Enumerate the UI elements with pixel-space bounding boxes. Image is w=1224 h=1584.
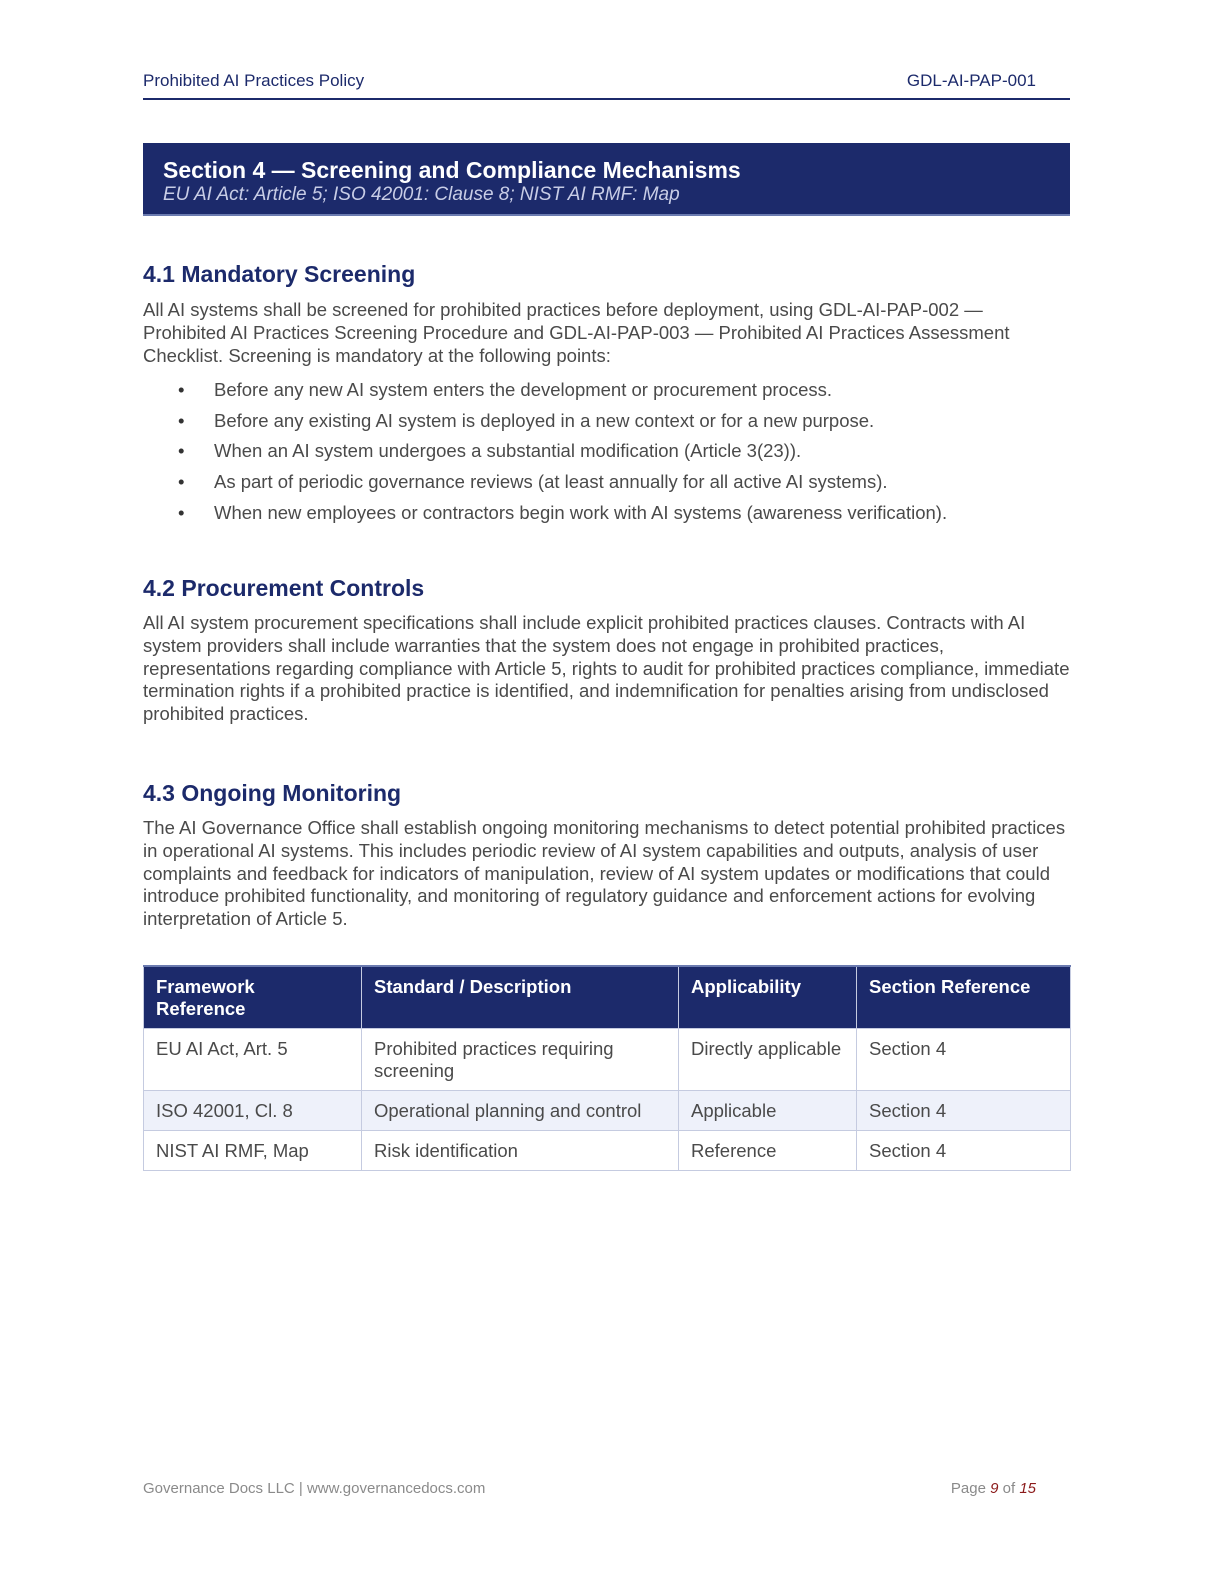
- bullet-icon: •: [178, 501, 185, 523]
- column-header-standard-description: Standard / Description: [362, 966, 679, 1029]
- list-item: • When new employees or contractors begin work with AI systems (awareness verification).: [178, 501, 948, 523]
- list-item: • As part of periodic governance reviews (at least annually for all active AI systems).: [178, 471, 888, 493]
- section-cell: Section 4: [857, 1091, 1071, 1131]
- subsection-heading-mandatory-screening: 4.1 Mandatory Screening: [143, 261, 416, 287]
- description-cell: Operational planning and control: [362, 1091, 679, 1131]
- subsection-heading-procurement-controls: 4.2 Procurement Controls: [143, 575, 425, 601]
- document-title: Prohibited AI Practices Policy: [143, 71, 365, 90]
- list-item: • Before any existing AI system is deployed in a new context or for a new purpose.: [178, 409, 875, 431]
- applicability-cell: Applicable: [679, 1091, 857, 1131]
- list-item: • Before any new AI system enters the development or procurement process.: [178, 379, 833, 400]
- procurement-controls-paragraph: All AI system procurement specifications shall include explicit prohibited practices clauses. Contracts with AI system providers shall include warranties that the system does not engage in prohibited practices, representations regarding compliance with Article 5, rights to audit for prohibited practices compliance, immediate termination rights if a prohibited practice is identified, and indemnification for penalties arising from undisclosed prohibited practices.: [143, 612, 1070, 725]
- framework-cell: EU AI Act, Art. 5: [144, 1029, 362, 1091]
- bullet-icon: •: [178, 440, 185, 462]
- applicability-cell: Reference: [679, 1131, 857, 1171]
- description-cell: Prohibited practices requiring screening: [362, 1029, 679, 1091]
- bullet-icon: •: [178, 409, 185, 431]
- column-header-section-reference: Section Reference: [857, 966, 1071, 1029]
- table-header-row: [144, 966, 1071, 1029]
- current-page-number: 9: [990, 1480, 999, 1497]
- bullet-icon: •: [178, 471, 185, 493]
- subsection-heading-ongoing-monitoring: 4.3 Ongoing Monitoring: [143, 780, 402, 806]
- document-id: GDL-AI-PAP-001: [906, 71, 1036, 90]
- table-row: [144, 1131, 1071, 1171]
- column-header-framework-reference: Framework Reference: [144, 966, 362, 1029]
- page-header: [143, 70, 1070, 100]
- page-indicator: Page 9 of 15: [950, 1480, 1036, 1497]
- section-cell: Section 4: [857, 1029, 1071, 1091]
- list-item: • When an AI system undergoes a substantial modification (Article 3(23)).: [178, 440, 802, 462]
- framework-cell: NIST AI RMF, Map: [144, 1131, 362, 1171]
- framework-reference-table: [143, 965, 1071, 1171]
- bullet-icon: •: [178, 379, 185, 400]
- footer-company: Governance Docs LLC | www.governancedocs.com: [143, 1480, 486, 1497]
- table-row: [144, 1029, 1071, 1091]
- section-cell: Section 4: [857, 1131, 1071, 1171]
- section-banner: [143, 143, 1070, 216]
- framework-cell: ISO 42001, Cl. 8: [144, 1091, 362, 1131]
- section-title: Section 4 — Screening and Compliance Mechanisms: [163, 157, 741, 183]
- total-page-count: 15: [1019, 1480, 1036, 1497]
- screening-points-list: [143, 379, 1070, 532]
- applicability-cell: Directly applicable: [679, 1029, 857, 1091]
- table-row: [144, 1091, 1071, 1131]
- column-header-applicability: Applicability: [679, 966, 857, 1029]
- mandatory-screening-paragraph: All AI systems shall be screened for prohibited practices before deployment, using GDL-AI-PAP-002 — Prohibited AI Practices Screening Procedure and GDL-AI-PAP-003 — Prohibited AI Practices Assessment Checklist. Screening is mandatory at the following points:: [143, 299, 1010, 366]
- section-framework-references: EU AI Act: Article 5; ISO 42001: Clause 8; NIST AI RMF: Map: [163, 184, 680, 205]
- description-cell: Risk identification: [362, 1131, 679, 1171]
- ongoing-monitoring-paragraph: The AI Governance Office shall establish ongoing monitoring mechanisms to detect potential prohibited practices in operational AI systems. This includes periodic review of AI system capabilities and outputs, analysis of user complaints and feedback for indicators of manipulation, review of AI system updates or modifications that could introduce prohibited functionality, and monitoring of regulatory guidance and enforcement actions for evolving interpretation of Article 5.: [143, 817, 1066, 930]
